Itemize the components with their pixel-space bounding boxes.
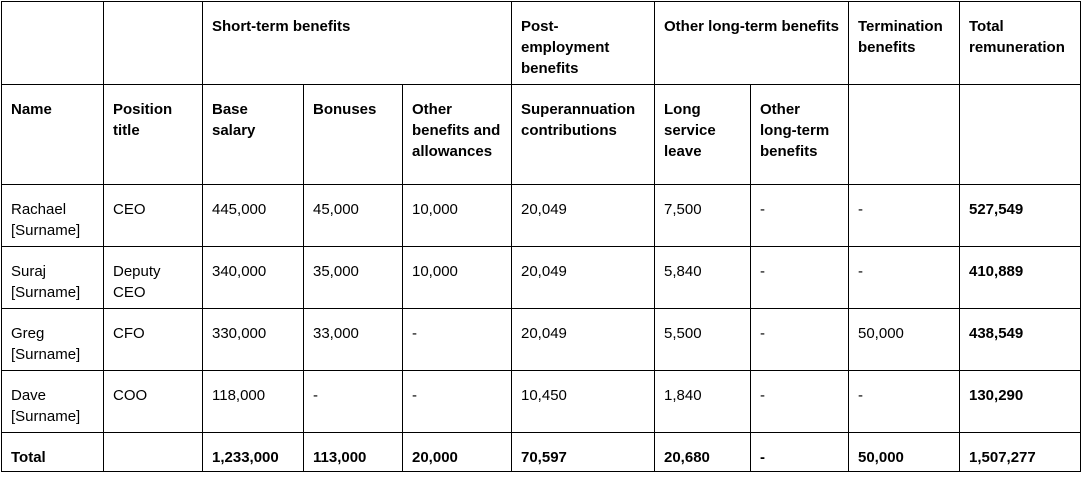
cell-base-salary: 118,000 bbox=[203, 371, 304, 433]
cell-other-long-term: - bbox=[751, 247, 849, 309]
cell-position: CEO bbox=[104, 185, 203, 247]
column-header-row bbox=[2, 85, 1081, 185]
cell-total: 130,290 bbox=[960, 371, 1081, 433]
cell-other-benefits: - bbox=[403, 309, 512, 371]
totals-long-service-leave: 20,680 bbox=[655, 433, 751, 472]
cell-termination: - bbox=[849, 371, 960, 433]
cell-termination: 50,000 bbox=[849, 309, 960, 371]
header-termination-benefits: Termination benefits bbox=[849, 2, 960, 85]
cell-long-service-leave: 7,500 bbox=[655, 185, 751, 247]
cell-base-salary: 340,000 bbox=[203, 247, 304, 309]
cell-superannuation: 10,450 bbox=[512, 371, 655, 433]
cell-total: 527,549 bbox=[960, 185, 1081, 247]
cell-base-salary: 445,000 bbox=[203, 185, 304, 247]
cell-name: Greg [Surname] bbox=[2, 309, 104, 371]
column-header-other-long-term-benefits: Other long-term benefits bbox=[751, 85, 849, 185]
cell-long-service-leave: 5,500 bbox=[655, 309, 751, 371]
cell-position: COO bbox=[104, 371, 203, 433]
cell-bonuses: 45,000 bbox=[304, 185, 403, 247]
header-empty-cell bbox=[104, 2, 203, 85]
totals-total: 1,507,277 bbox=[960, 433, 1081, 472]
column-header-long-service-leave: Long service leave bbox=[655, 85, 751, 185]
column-header-other-benefits: Other benefits and allowances bbox=[403, 85, 512, 185]
cell-position: CFO bbox=[104, 309, 203, 371]
totals-row bbox=[2, 433, 1081, 472]
header-short-term-benefits: Short-term benefits bbox=[203, 2, 512, 85]
remuneration-table bbox=[1, 1, 1081, 472]
table-row bbox=[2, 185, 1081, 247]
cell-base-salary: 330,000 bbox=[203, 309, 304, 371]
cell-position: Deputy CEO bbox=[104, 247, 203, 309]
column-header-superannuation: Superannuation contributions bbox=[512, 85, 655, 185]
cell-name: Suraj [Surname] bbox=[2, 247, 104, 309]
cell-superannuation: 20,049 bbox=[512, 185, 655, 247]
header-group-row bbox=[2, 2, 1081, 85]
column-header-empty-cell bbox=[849, 85, 960, 185]
totals-other-long-term: - bbox=[751, 433, 849, 472]
cell-other-long-term: - bbox=[751, 185, 849, 247]
cell-other-benefits: - bbox=[403, 371, 512, 433]
column-header-name: Name bbox=[2, 85, 104, 185]
cell-total: 438,549 bbox=[960, 309, 1081, 371]
totals-bonuses: 113,000 bbox=[304, 433, 403, 472]
header-post-employment-benefits: Post-employment benefits bbox=[512, 2, 655, 85]
totals-other-benefits: 20,000 bbox=[403, 433, 512, 472]
cell-bonuses: 33,000 bbox=[304, 309, 403, 371]
column-header-position-title: Position title bbox=[104, 85, 203, 185]
header-other-long-term-benefits: Other long-term benefits bbox=[655, 2, 849, 85]
cell-name: Dave [Surname] bbox=[2, 371, 104, 433]
column-header-bonuses: Bonuses bbox=[304, 85, 403, 185]
totals-superannuation: 70,597 bbox=[512, 433, 655, 472]
table-row bbox=[2, 371, 1081, 433]
cell-bonuses: - bbox=[304, 371, 403, 433]
column-header-empty-cell bbox=[960, 85, 1081, 185]
table-row bbox=[2, 247, 1081, 309]
cell-termination: - bbox=[849, 247, 960, 309]
cell-name: Rachael [Surname] bbox=[2, 185, 104, 247]
column-header-base-salary: Base salary bbox=[203, 85, 304, 185]
cell-other-long-term: - bbox=[751, 309, 849, 371]
header-total-remuneration: Total remuneration bbox=[960, 2, 1081, 85]
table-row bbox=[2, 309, 1081, 371]
cell-superannuation: 20,049 bbox=[512, 247, 655, 309]
totals-label: Total bbox=[2, 433, 104, 472]
totals-empty-cell bbox=[104, 433, 203, 472]
cell-long-service-leave: 1,840 bbox=[655, 371, 751, 433]
cell-total: 410,889 bbox=[960, 247, 1081, 309]
header-empty-cell bbox=[2, 2, 104, 85]
cell-other-benefits: 10,000 bbox=[403, 185, 512, 247]
totals-base-salary: 1,233,000 bbox=[203, 433, 304, 472]
cell-other-long-term: - bbox=[751, 371, 849, 433]
cell-other-benefits: 10,000 bbox=[403, 247, 512, 309]
cell-long-service-leave: 5,840 bbox=[655, 247, 751, 309]
cell-superannuation: 20,049 bbox=[512, 309, 655, 371]
cell-bonuses: 35,000 bbox=[304, 247, 403, 309]
cell-termination: - bbox=[849, 185, 960, 247]
totals-termination: 50,000 bbox=[849, 433, 960, 472]
